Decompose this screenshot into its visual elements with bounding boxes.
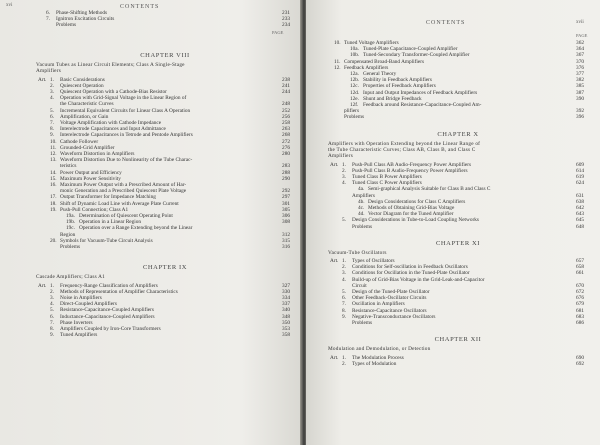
toc-entry-number: 6. (342, 295, 346, 302)
toc-entry-title: Power Output and Efficiency (60, 169, 122, 176)
toc-entry-title: Conditions for Oscillation in the Tuned-Plate Oscillator (352, 270, 470, 277)
left-running-head: CONTENTS (120, 4, 160, 10)
toc-entry-title: Build-up of Grid-Bias Voltage in the Grid-Leak-and-Capacitor (352, 276, 485, 283)
toc-entry-page: 256 (282, 113, 290, 120)
toc-entry-number: 4. (342, 276, 346, 283)
toc-entry-number: 12a. (350, 71, 359, 77)
toc-entry-title: Symbols for Vacuum-Tube Circuit Analysis (60, 237, 153, 244)
toc-entry-page: 231 (282, 10, 290, 16)
toc-entry-page: 657 (576, 258, 584, 264)
toc-entry-number: 18. (50, 200, 57, 207)
left-chapter-viii-title-line: Vacuum Tubes as Linear Circuit Elements; Class A Single-Stage (36, 62, 185, 68)
toc-entry-page: 364 (576, 46, 584, 53)
toc-entry-number: 10. (334, 40, 341, 46)
right-chapter-xi-art-label: Art. (330, 258, 339, 264)
toc-entry-title: Negative-Transconductance Oscillators (352, 313, 436, 320)
toc-entry-title: Ignitron Excitation Circuits (56, 16, 115, 23)
toc-entry-page: 609 (576, 161, 584, 168)
toc-entry-title: Types of Oscillators (352, 258, 395, 264)
toc-entry-title: Incremental Equivalent Circuits for Linear Class A Operation (60, 107, 191, 114)
toc-entry-number: 19b. (66, 219, 76, 226)
toc-entry-title: teristics (60, 163, 77, 170)
toc-entry-page: 614 (576, 167, 584, 174)
toc-entry-number: 19. (50, 206, 57, 213)
toc-entry-number: 7. (50, 319, 54, 326)
toc-entry-page: 348 (282, 313, 290, 320)
toc-entry-title: Waveform Distortion in Amplifiers (60, 151, 135, 157)
toc-entry-page: 670 (576, 282, 584, 289)
toc-entry-title: Tuned Class B Power Amplifiers (352, 173, 422, 180)
toc-entry-page: 316 (282, 244, 290, 250)
toc-entry-number: 16. (50, 182, 57, 188)
toc-entry-page: 283 (282, 163, 290, 170)
toc-entry-page: 330 (282, 288, 290, 295)
left-chapter-ix-heading: CHAPTER IX (142, 264, 188, 272)
toc-entry-page: 624 (576, 180, 584, 187)
toc-entry-page: 377 (576, 71, 584, 77)
toc-entry-number: 1. (342, 354, 346, 361)
toc-entry-number: 3. (50, 89, 54, 95)
toc-entry-number: 5. (342, 289, 346, 295)
toc-entry-title: Types of Modulation (352, 360, 397, 367)
toc-entry-title: Feedback Amplifiers (344, 64, 389, 71)
toc-entry-title: Design of the Tuned-Plate Oscillator (352, 289, 430, 295)
toc-entry-number: 5. (50, 107, 54, 114)
toc-entry-page: 642 (576, 204, 584, 211)
toc-entry-page: 390 (576, 95, 584, 102)
toc-entry-number: 1. (342, 258, 346, 264)
toc-entry-page: 238 (282, 76, 290, 83)
toc-entry-number: 2. (50, 288, 54, 295)
left-chapter-viii-title-line: Amplifiers (36, 68, 61, 75)
toc-entry-page: 280 (282, 151, 290, 157)
toc-entry-title: Phase-Shifting Methods (56, 10, 108, 16)
right-chapter-x-art-label: Art. (330, 161, 339, 168)
toc-entry-number: 1. (50, 282, 54, 289)
toc-entry-title: Amplifiers Coupled by Iron-Core Transformers (60, 325, 161, 332)
toc-entry-title: Resistance-Capacitance-Coupled Amplifiers (60, 307, 154, 314)
toc-entry-title: plifiers (344, 108, 360, 115)
toc-entry-title: Amplifiers (352, 192, 375, 199)
toc-entry-page: 358 (282, 332, 290, 339)
toc-entry-page: 631 (576, 192, 584, 199)
toc-entry-number: 12c. (350, 83, 359, 90)
toc-entry-page: 353 (282, 325, 290, 332)
right-running-head: CONTENTS (426, 20, 466, 26)
toc-entry-title: The Modulation Process (352, 354, 404, 361)
toc-entry-page: 645 (576, 217, 584, 224)
toc-entry-title: Determination of Quiescent Operating Point (79, 213, 173, 219)
toc-entry-title: Grounded-Grid Amplifier (60, 144, 115, 151)
toc-entry-page: 683 (576, 313, 584, 320)
toc-entry-title: Quiescent Operation with a Cathode-Bias Resistor (60, 89, 167, 95)
toc-entry-number: 4a. (358, 186, 365, 193)
toc-entry-number: 14. (50, 169, 57, 176)
toc-entry-title: Shift of Dynamic Load Line with Average Plate Current (60, 200, 179, 207)
toc-entry-number: 19c. (66, 225, 75, 232)
toc-entry-title: Cathode Follower (60, 138, 99, 145)
toc-entry-page: 392 (576, 108, 584, 115)
toc-entry-page: 686 (576, 320, 584, 326)
toc-entry-title: Amplification, or Gain (60, 113, 109, 120)
toc-entry-title: Maximum Power Sensitivity (60, 175, 121, 182)
right-page-col-head: PAGE (576, 33, 588, 38)
toc-entry-page: 681 (576, 307, 584, 314)
right-chapter-x-title-line: the Tube Characteristic Curves; Class AB, Class B, and Class C (328, 146, 476, 153)
toc-entry-page: 340 (282, 307, 290, 314)
right-chapter-xi-heading: CHAPTER XI (435, 239, 481, 247)
toc-entry-title: Problems (60, 244, 81, 250)
toc-entry-page: 672 (576, 289, 584, 295)
toc-entry-number: 12d. (350, 89, 360, 96)
toc-entry-page: 334 (282, 294, 290, 301)
toc-entry-page: 252 (282, 107, 290, 114)
toc-entry-title: Problems (56, 22, 77, 29)
right-chapter-xi-title-line: Vacuum-Tube Oscillators (328, 249, 387, 256)
toc-entry-title: Compensated Broad-Band Amplifiers (344, 58, 425, 65)
toc-entry-number: 4c. (358, 204, 365, 211)
toc-entry-page: 648 (576, 223, 584, 230)
toc-entry-number: 6. (50, 313, 54, 320)
toc-entry-title: Problems (352, 223, 373, 230)
right-chapter-x-heading: CHAPTER X (437, 130, 479, 138)
toc-entry-number: 1. (342, 161, 346, 168)
toc-entry-title: Operation over a Range Extending beyond the Linear (79, 225, 193, 232)
toc-entry-number: 4. (50, 95, 54, 102)
toc-entry-page: 308 (282, 219, 290, 226)
toc-entry-number: 5. (50, 307, 54, 314)
toc-entry-title: Tuned Amplifiers (60, 332, 98, 339)
toc-entry-number: 9. (342, 313, 346, 320)
toc-entry-number: 12. (50, 151, 57, 157)
toc-entry-number: 9. (50, 332, 54, 339)
toc-entry-title: Tuned-Plate Capacitance-Coupled Amplifier (363, 46, 458, 53)
toc-entry-title: the Characteristic Curves (60, 101, 114, 108)
toc-entry-title: Noise in Amplifiers (60, 294, 102, 301)
right-chapter-x-title-line: Amplifiers (328, 153, 353, 160)
toc-entry-page: 241 (282, 82, 290, 89)
toc-entry-title: Interelectrode Capacitances in Tetrode and Pentode Amplifiers (60, 132, 193, 139)
toc-entry-title: Vector Diagram for the Tuned Amplifier (368, 211, 454, 218)
toc-entry-title: Design Considerations for Class C Amplifiers (368, 198, 466, 205)
toc-entry-page: 306 (282, 213, 290, 219)
toc-entry-number: 15. (50, 175, 57, 182)
toc-entry-page: 305 (282, 206, 290, 213)
toc-entry-page: 288 (282, 169, 290, 176)
toc-entry-title: Phase Inverters (60, 319, 93, 326)
toc-entry-page: 272 (282, 138, 290, 145)
toc-entry-page: 658 (576, 264, 584, 271)
toc-entry-title: Push-Pull Connection; Class A1 (60, 206, 129, 213)
toc-entry-number: 6. (50, 113, 54, 120)
toc-entry-number: 9. (50, 132, 54, 139)
toc-entry-page: 661 (576, 270, 584, 277)
toc-entry-number: 12f. (350, 102, 359, 108)
toc-entry-title: Maximum Power Output with a Prescribed Amount of Har- (60, 182, 187, 188)
toc-entry-number: 3. (342, 173, 346, 180)
toc-entry-page: 337 (282, 301, 290, 308)
left-chapter-ix-art-label: Art. (38, 282, 47, 289)
toc-entry-title: Input and Output Impedances of Feedback Amplifiers (363, 89, 478, 96)
toc-entry-title: Tuned-Secondary Transformer-Coupled Amplifier (363, 52, 470, 59)
toc-entry-page: 276 (282, 144, 290, 151)
toc-entry-title: Circuit (352, 282, 367, 289)
toc-entry-number: 4. (50, 301, 54, 308)
toc-entry-title: Feedback around Resistance-Capacitance-Coupled Am- (363, 102, 482, 108)
toc-entry-number: 5. (342, 217, 346, 224)
toc-entry-number: 10b. (350, 52, 360, 59)
toc-entry-page: 376 (576, 64, 584, 71)
toc-entry-title: Problems (352, 320, 373, 326)
toc-entry-number: 2. (50, 82, 54, 89)
toc-entry-title: Shunt and Bridge Feedback (363, 95, 422, 102)
toc-entry-number: 12b. (350, 77, 360, 84)
toc-entry-title: Interelectrode Capacitances and Input Admittance (60, 126, 166, 133)
right-page (306, 0, 600, 445)
toc-entry-page: 301 (282, 200, 290, 207)
toc-entry-page: 244 (282, 89, 290, 95)
toc-entry-title: Waveform Distortion Due to Nonlinearity of the Tube Charac- (60, 157, 193, 164)
left-chapter-ix-title-line: Cascade Amplifiers; Class A1 (36, 274, 106, 281)
toc-entry-page: 643 (576, 211, 584, 218)
toc-entry-title: monic Generation and a Prescribed Quiescent Plate Voltage (60, 188, 187, 195)
toc-entry-number: 4. (342, 180, 346, 187)
toc-entry-title: Push-Pull Class B Audio-Frequency Power Amplifiers (352, 167, 468, 174)
toc-entry-number: 4d. (358, 211, 365, 218)
toc-entry-number: 10. (50, 138, 57, 145)
toc-entry-number: 8. (50, 126, 54, 133)
toc-entry-title: Push-Pull Class AB Audio-Frequency Power Amplifiers (352, 161, 472, 168)
toc-entry-title: Region (60, 231, 76, 238)
toc-entry-page: 327 (282, 282, 290, 289)
toc-entry-page: 263 (282, 126, 290, 133)
toc-entry-page: 367 (576, 52, 584, 59)
toc-entry-number: 12e. (350, 95, 359, 102)
toc-entry-number: 11. (334, 58, 341, 65)
toc-entry-number: 3. (50, 294, 54, 301)
toc-entry-page: 268 (282, 132, 290, 139)
right-chapter-xii-art-label: Art. (330, 354, 339, 361)
toc-entry-title: Operation in a Linear Region (79, 219, 142, 226)
right-chapter-xii-title-line: Modulation and Demodulation, or Detection (328, 346, 431, 353)
toc-entry-page: 692 (576, 360, 584, 367)
toc-entry-page: 234 (282, 22, 290, 29)
toc-entry-number: 7. (342, 301, 346, 308)
toc-entry-number: 13. (50, 157, 57, 164)
toc-entry-title: Methods of Representation of Amplifier Characteristics (60, 288, 178, 295)
toc-entry-title: Stability in Feedback Amplifiers (363, 77, 432, 84)
right-chapter-x-title-line: Amplifiers with Operation Extending beyond the Linear Range of (328, 140, 481, 147)
toc-entry-number: 11. (50, 144, 57, 151)
toc-entry-title: Problems (344, 114, 365, 121)
toc-entry-title: Oscillation in Amplifiers (352, 301, 405, 308)
toc-entry-page: 619 (576, 173, 584, 180)
toc-entry-number: 17. (50, 194, 57, 201)
toc-entry-page: 312 (282, 231, 290, 238)
toc-entry-page: 679 (576, 301, 584, 308)
toc-entry-title: Quiescent Operation (60, 82, 104, 89)
toc-entry-page: 290 (282, 175, 290, 182)
toc-entry-title: Direct-Coupled Amplifiers (60, 301, 117, 308)
toc-entry-page: 233 (282, 16, 290, 23)
toc-entry-title: Properties of Feedback Amplifiers (363, 83, 436, 90)
toc-entry-page: 315 (282, 237, 290, 244)
left-chapter-viii-art-label: Art. (38, 76, 47, 83)
toc-entry-title: Frequency-Range Classification of Amplifiers (60, 282, 158, 289)
toc-entry-number: 8. (50, 325, 54, 332)
toc-entry-title: Conditions for Self-oscillation in Feedback Oscillators (352, 264, 468, 271)
toc-entry-number: 2. (342, 360, 346, 367)
toc-entry-page: 370 (576, 58, 584, 65)
right-page-number: xvii (576, 20, 584, 25)
toc-entry-number: 10a. (350, 46, 359, 53)
toc-entry-page: 676 (576, 295, 584, 302)
toc-entry-number: 19a. (66, 213, 75, 219)
toc-entry-number: 3. (342, 270, 346, 277)
toc-entry-number: 20. (50, 237, 57, 244)
toc-entry-title: Resistance-Capacitance Oscillators (352, 307, 427, 314)
toc-entry-page: 387 (576, 89, 584, 96)
toc-entry-page: 350 (282, 319, 290, 326)
toc-entry-page: 396 (576, 114, 584, 121)
left-page-number: xvi (6, 3, 13, 8)
toc-entry-title: Methods of Obtaining Grid-Bias Voltage (368, 204, 455, 211)
toc-entry-title: Tuned Voltage Amplifiers (344, 40, 399, 46)
left-page-col-head: PAGE (272, 30, 284, 35)
toc-entry-page: 690 (576, 354, 584, 361)
right-chapter-xii-heading: CHAPTER XII (434, 336, 482, 344)
toc-entry-number: 2. (342, 264, 346, 271)
toc-entry-page: 248 (282, 101, 290, 108)
toc-entry-number: 1. (50, 76, 54, 83)
toc-entry-title: Other Feedback-Oscillator Circuits (352, 295, 427, 302)
toc-entry-page: 292 (282, 188, 290, 195)
toc-entry-number: 7. (50, 120, 54, 126)
toc-entry-page: 382 (576, 77, 584, 84)
toc-entry-title: Basic Considerations (60, 76, 105, 83)
toc-entry-title: Output Transformer for Impedance Matching (60, 194, 156, 201)
toc-entry-number: 6. (46, 10, 50, 16)
toc-entry-title: Operation with Grid-Signal Voltage in the Linear Region of (60, 95, 187, 102)
toc-entry-page: 258 (282, 120, 290, 126)
toc-entry-page: 385 (576, 83, 584, 90)
toc-entry-number: 8. (342, 307, 346, 314)
left-chapter-viii-heading: CHAPTER VIII (140, 52, 190, 59)
toc-entry-title: General Theory (363, 71, 397, 77)
toc-entry-number: 4b. (358, 198, 365, 205)
toc-entry-number: 2. (342, 167, 346, 174)
toc-entry-title: Inductance-Capacitance-Coupled Amplifiers (60, 313, 155, 320)
toc-entry-number: 7. (46, 16, 50, 23)
toc-entry-page: 297 (282, 194, 290, 201)
toc-entry-title: Semi-graphical Analysis Suitable for Class B and Class C (368, 186, 491, 193)
toc-entry-title: Tuned Class C Power Amplifiers (352, 180, 422, 187)
toc-entry-number: 12. (334, 64, 341, 71)
toc-entry-title: Voltage Amplification with Cathode Impedance (60, 120, 162, 126)
toc-entry-page: 638 (576, 198, 584, 205)
toc-entry-page: 362 (576, 40, 584, 46)
toc-entry-title: Design Considerations in Tube-to-Load Coupling Networks (352, 217, 479, 224)
